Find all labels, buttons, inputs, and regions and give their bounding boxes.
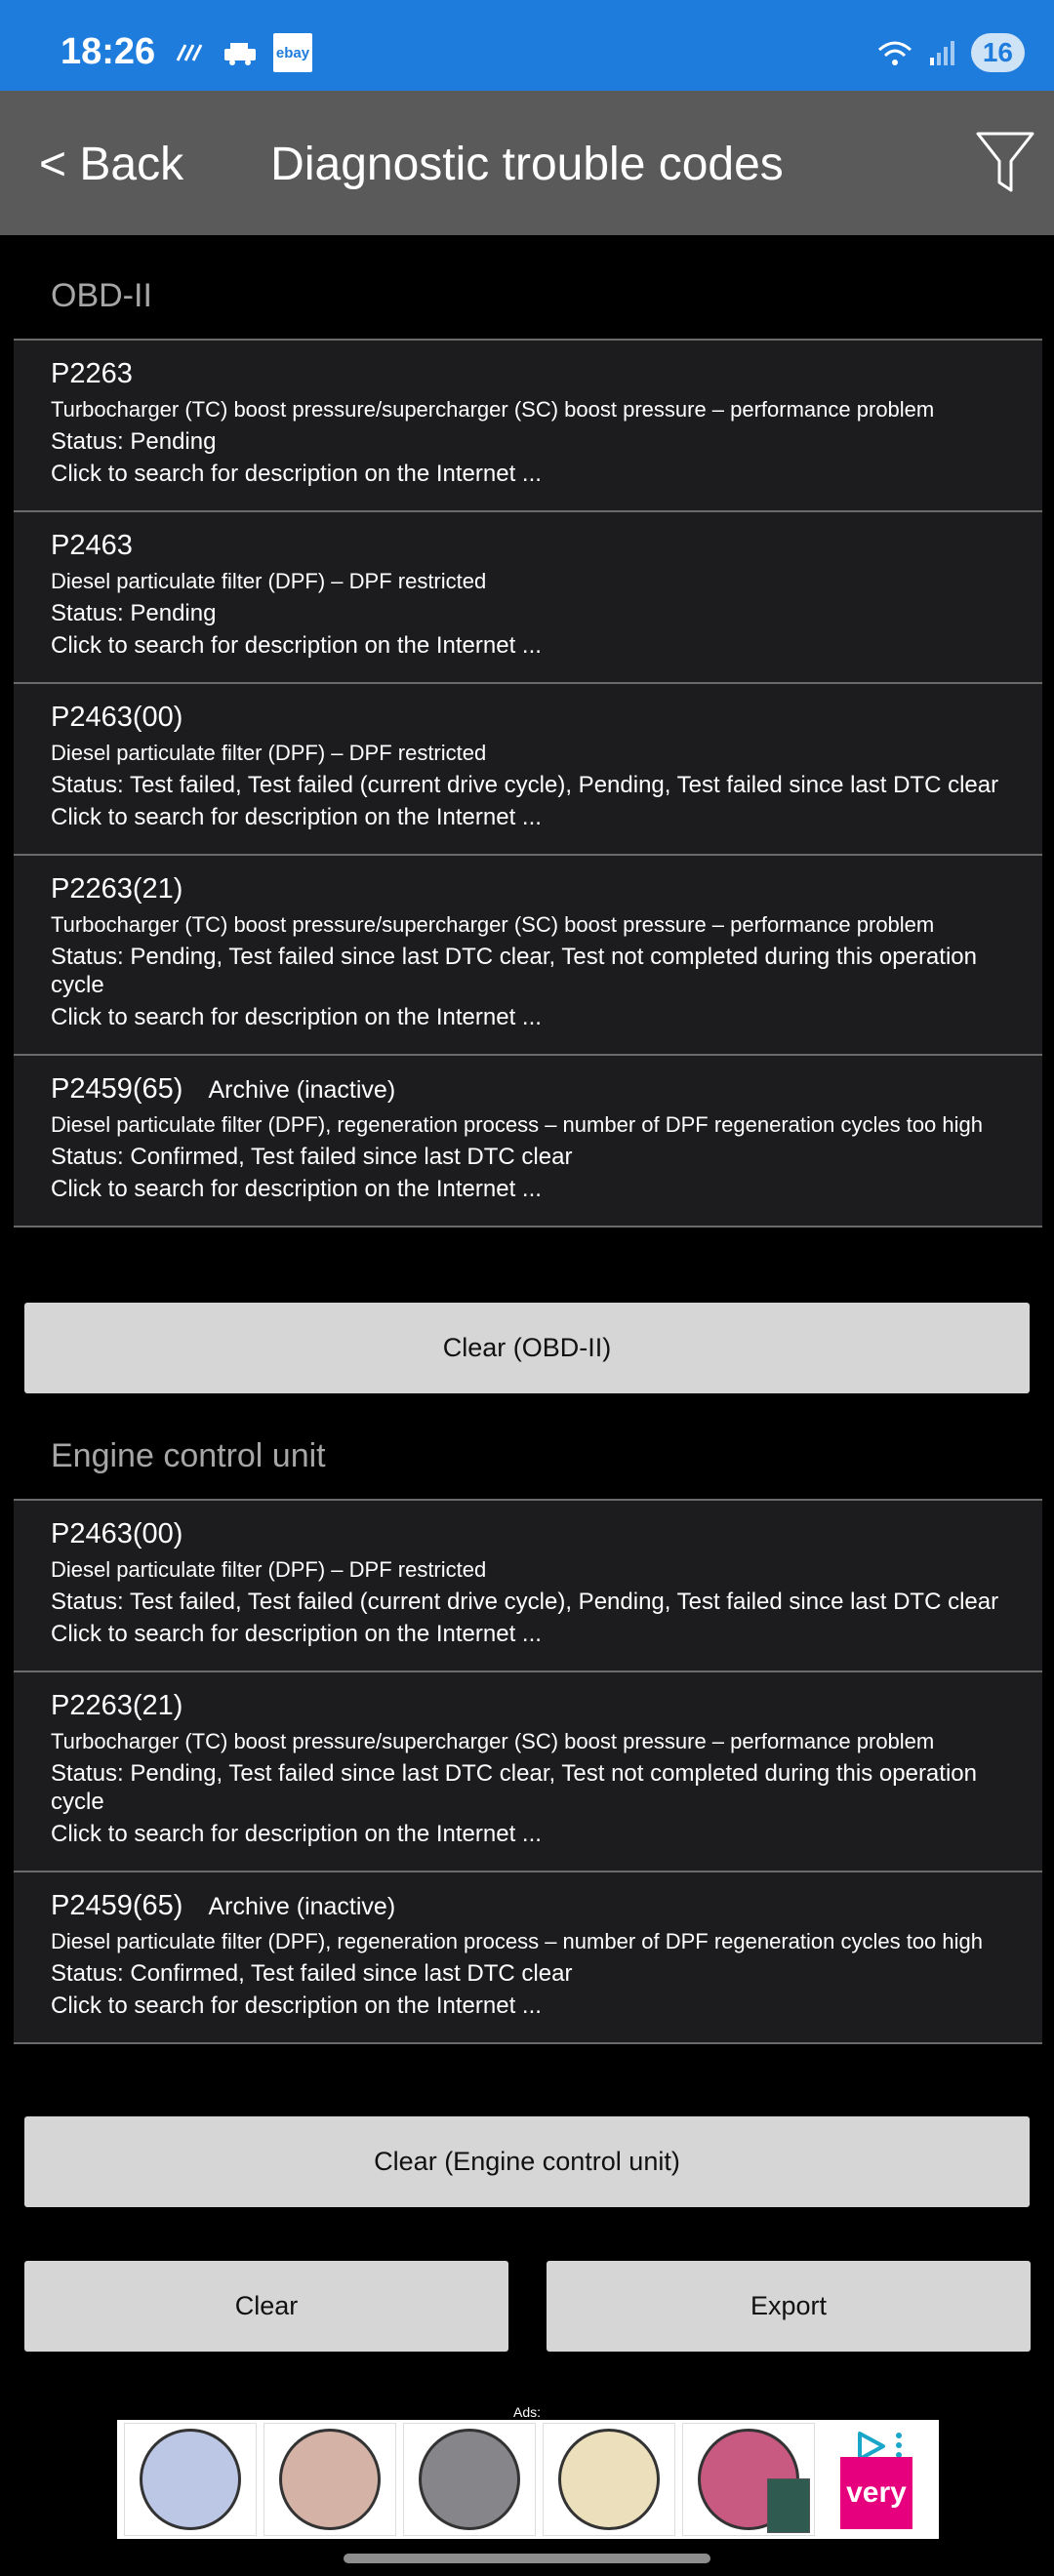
dtc-description: Turbocharger (TC) boost pressure/supercharger (SC) boost pressure – performance problem (51, 397, 935, 422)
dtc-description: Turbocharger (TC) boost pressure/supercharger (SC) boost pressure – performance problem (51, 912, 935, 937)
very-logo: very (840, 2457, 912, 2529)
paint-tin-image (767, 2478, 810, 2533)
dtc-search-link[interactable]: Click to search for description on the Internet ... (51, 632, 542, 659)
dtc-list-engine-control-unit (14, 1499, 1042, 2044)
back-button[interactable]: < Back (39, 139, 184, 190)
dtc-search-link[interactable]: Click to search for description on the Internet ... (51, 1176, 542, 1202)
dtc-status: Status: Confirmed, Test failed since last DTC clear (51, 1960, 573, 1987)
car-icon (221, 39, 260, 66)
section-title-obd2: OBD-II (51, 277, 152, 314)
dtc-description: Diesel particulate filter (DPF) – DPF restricted (51, 1557, 487, 1582)
signal-icon (928, 38, 957, 67)
ad-swatch[interactable] (124, 2423, 257, 2536)
dtc-search-link[interactable]: Click to search for description on the Internet ... (51, 1621, 542, 1647)
dtc-item[interactable] (14, 339, 1042, 510)
ad-swatch[interactable] (682, 2423, 815, 2536)
status-bar (0, 0, 1054, 91)
dtc-code: P2463(00) (51, 702, 183, 733)
dtc-description: Diesel particulate filter (DPF), regeneration process – number of DPF regeneration cycles too high (51, 1929, 984, 1953)
dtc-search-link[interactable]: Click to search for description on the Internet ... (51, 1004, 542, 1030)
home-indicator[interactable] (344, 2554, 710, 2563)
status-time: 18:26 (61, 31, 156, 72)
dtc-item[interactable] (14, 1054, 1042, 1228)
dtc-status: Status: Pending, Test failed since last DTC clear, Test not completed during this operation cycle (51, 1760, 977, 1815)
wifi-icon (875, 38, 914, 67)
ad-swatch[interactable] (543, 2423, 675, 2536)
app-bar (0, 91, 1054, 235)
dtc-archive-label: Archive (inactive) (208, 1893, 396, 1920)
dtc-code: P2459(65) (51, 1073, 183, 1105)
dtc-list-obd2 (14, 339, 1042, 1228)
paint-swatch (140, 2429, 241, 2530)
dtc-search-link[interactable]: Click to search for description on the Internet ... (51, 1992, 542, 2019)
clear-engine-control-unit-button[interactable]: Clear (Engine control unit) (24, 2116, 1030, 2207)
export-button[interactable]: Export (547, 2261, 1031, 2352)
paint-swatch (419, 2429, 520, 2530)
dtc-item[interactable] (14, 682, 1042, 854)
dtc-item[interactable] (14, 510, 1042, 682)
dtc-code: P2459(65) (51, 1890, 183, 1921)
dtc-description: Turbocharger (TC) boost pressure/supercharger (SC) boost pressure – performance problem (51, 1729, 935, 1753)
battery-indicator: 16 (971, 33, 1025, 72)
dtc-description: Diesel particulate filter (DPF), regeneration process – number of DPF regeneration cycles too high (51, 1112, 984, 1137)
dtc-search-link[interactable]: Click to search for description on the Internet ... (51, 461, 542, 487)
clear-obd2-button[interactable]: Clear (OBD-II) (24, 1303, 1030, 1393)
data-saver-icon (174, 41, 207, 64)
dtc-status: Status: Pending (51, 428, 217, 455)
ad-banner[interactable] (117, 2420, 939, 2539)
dtc-item[interactable] (14, 1499, 1042, 1670)
dtc-item[interactable] (14, 1871, 1042, 2044)
dtc-item[interactable] (14, 1670, 1042, 1871)
ebay-notification-icon: ebay (273, 33, 312, 72)
dtc-item[interactable] (14, 854, 1042, 1054)
dtc-status: Status: Test failed, Test failed (current drive cycle), Pending, Test failed since last DTC clear (51, 1589, 999, 1615)
ad-swatch[interactable] (264, 2423, 396, 2536)
dtc-status: Status: Pending, Test failed since last DTC clear, Test not completed during this operation cycle (51, 944, 977, 998)
ad-swatch[interactable] (403, 2423, 536, 2536)
dtc-description: Diesel particulate filter (DPF) – DPF restricted (51, 741, 487, 765)
dtc-status: Status: Pending (51, 600, 217, 626)
ads-label: Ads: (512, 2404, 541, 2420)
dtc-description: Diesel particulate filter (DPF) – DPF restricted (51, 569, 487, 593)
paint-swatch (558, 2429, 660, 2530)
dtc-code: P2463 (51, 530, 133, 561)
dtc-code: P2263(21) (51, 1690, 183, 1721)
dtc-search-link[interactable]: Click to search for description on the Internet ... (51, 1821, 542, 1847)
dtc-status: Status: Confirmed, Test failed since last DTC clear (51, 1144, 573, 1170)
dtc-code: P2263(21) (51, 873, 183, 905)
dtc-code: P2463(00) (51, 1518, 183, 1550)
dtc-archive-label: Archive (inactive) (208, 1076, 396, 1104)
clear-button[interactable]: Clear (24, 2261, 508, 2352)
dtc-search-link[interactable]: Click to search for description on the Internet ... (51, 804, 542, 830)
filter-icon[interactable] (974, 130, 1036, 196)
section-title-engine-control-unit: Engine control unit (51, 1437, 326, 1474)
page-title: Diagnostic trouble codes (270, 139, 784, 190)
paint-swatch (279, 2429, 381, 2530)
dtc-code: P2263 (51, 358, 133, 389)
dtc-status: Status: Test failed, Test failed (current drive cycle), Pending, Test failed since last DTC clear (51, 772, 999, 798)
